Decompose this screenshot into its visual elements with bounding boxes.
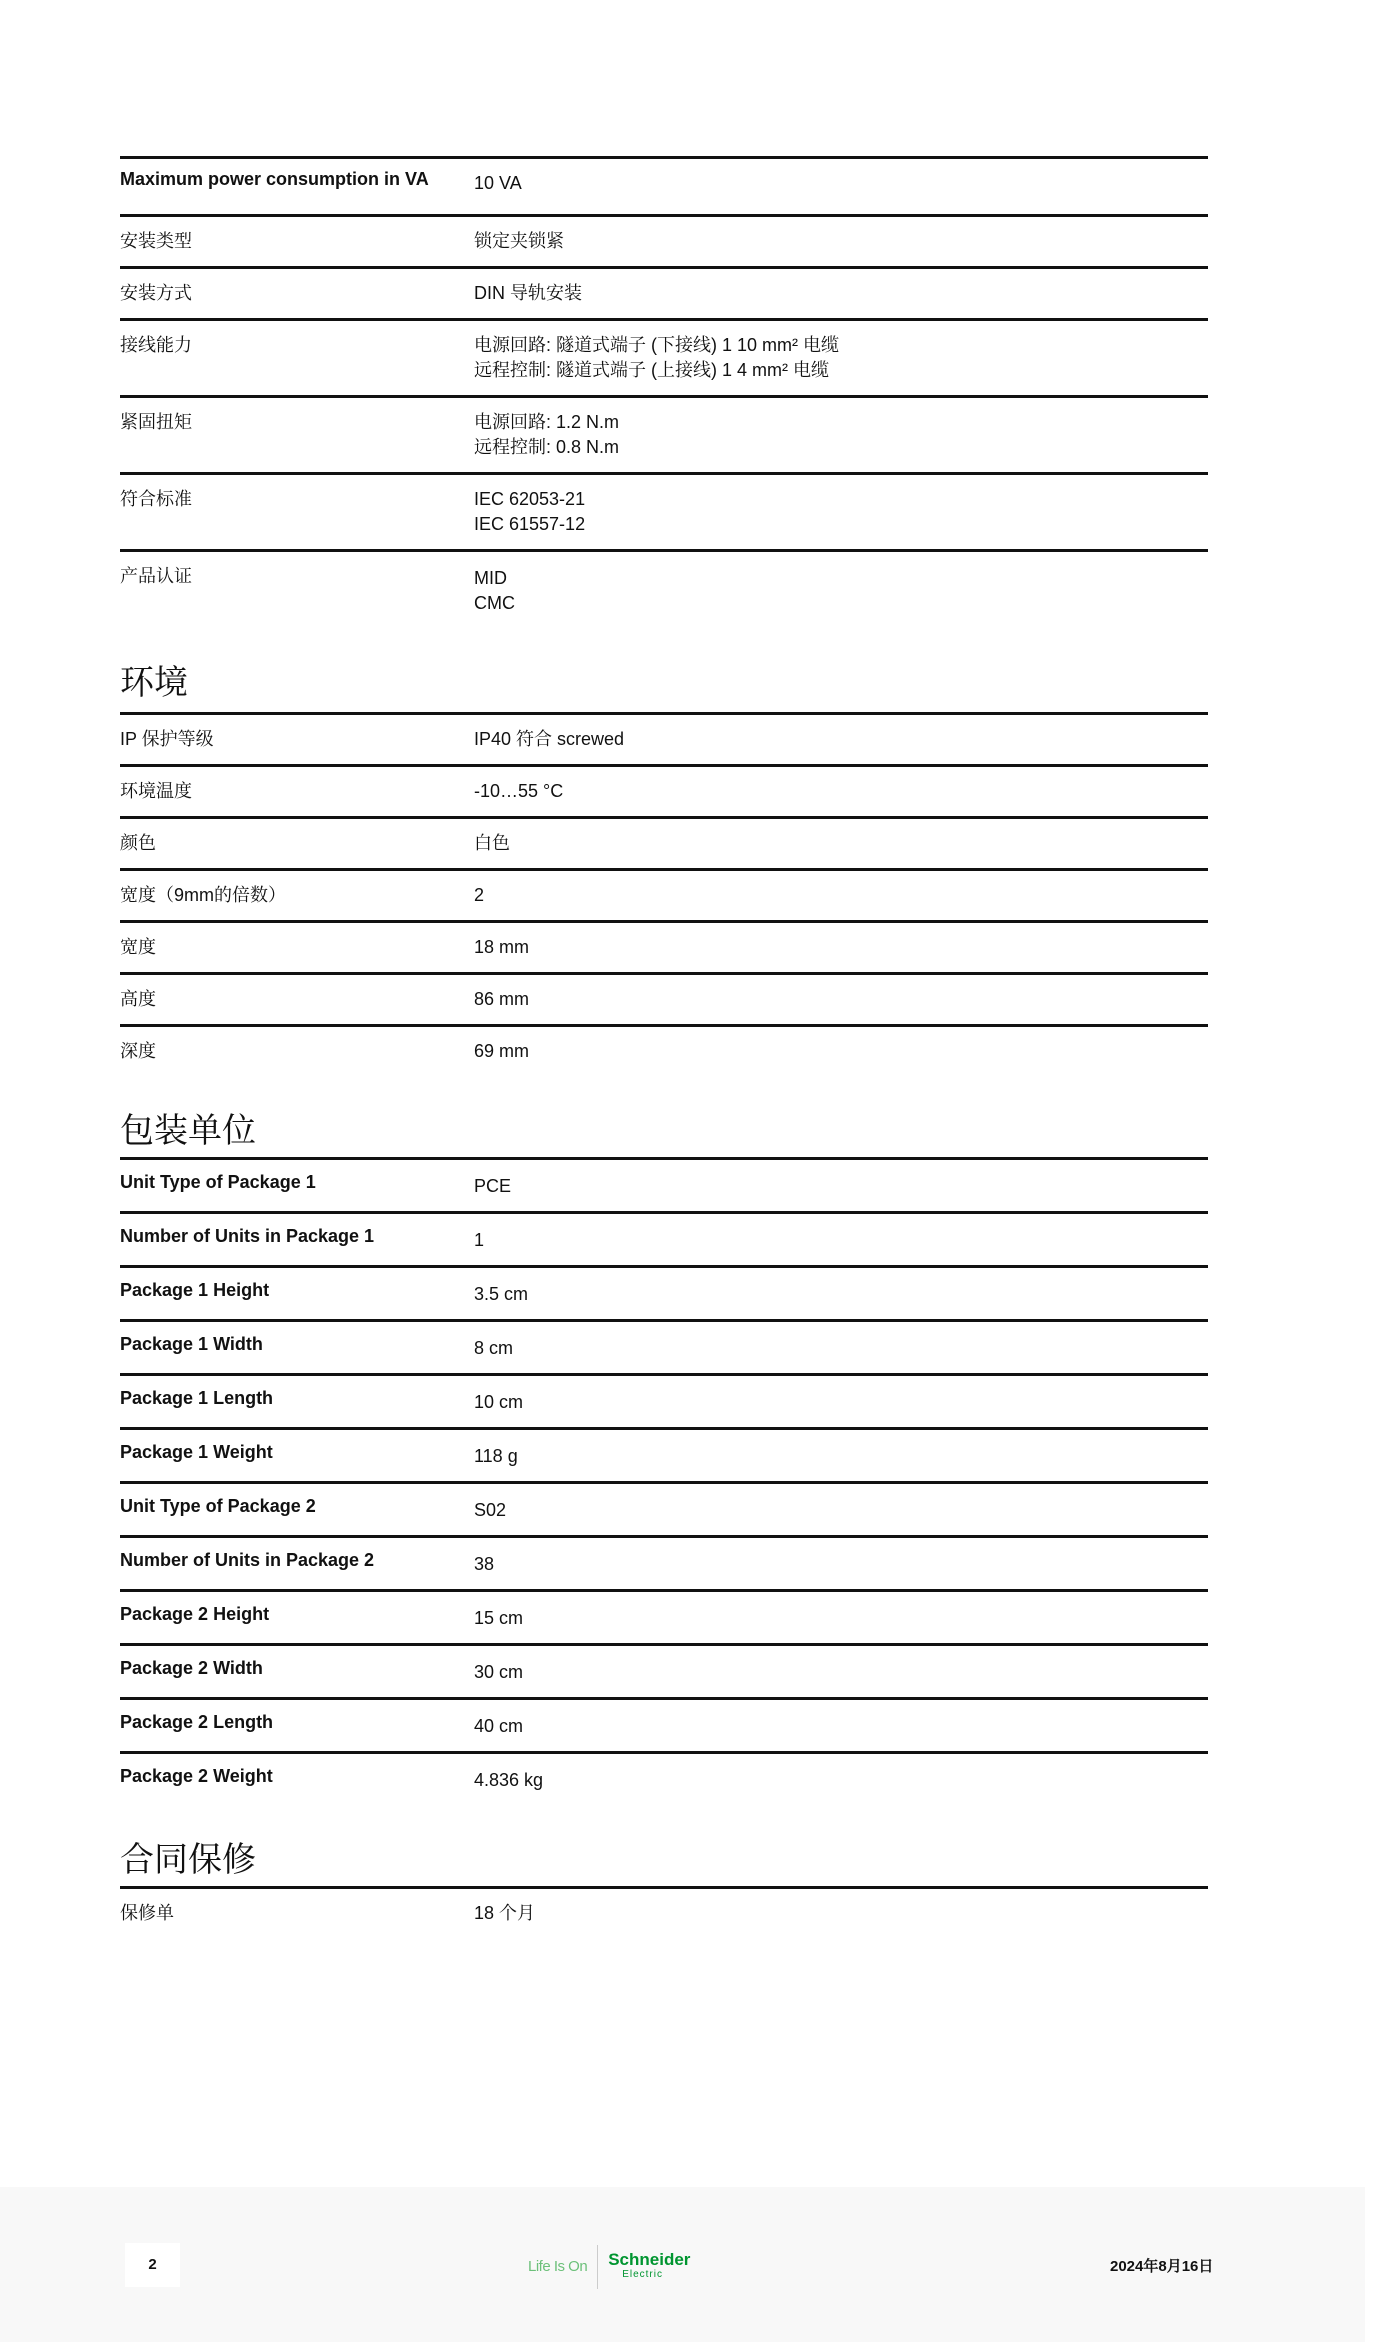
spec-label: Unit Type of Package 1 <box>120 1159 474 1213</box>
table-row <box>120 474 1208 551</box>
spec-value <box>474 216 1208 268</box>
spec-value: 3.5 cm <box>474 1267 1208 1321</box>
spec-value: 15 cm <box>474 1591 1208 1645</box>
table-row <box>120 1645 1208 1699</box>
table-row <box>120 714 1208 766</box>
table-row <box>120 1429 1208 1483</box>
spec-value <box>474 320 1208 397</box>
spec-label: Package 1 Length <box>120 1375 474 1429</box>
spec-label: 高度 <box>120 974 474 1026</box>
table-row <box>120 1267 1208 1321</box>
spec-value-line: 电源回路: 隧道式端子 (下接线) 1 10 mm² 电缆 <box>474 335 840 355</box>
packaging-table <box>120 1157 1208 1805</box>
spec-value: 118 g <box>474 1429 1208 1483</box>
table-row <box>120 818 1208 870</box>
spec-value-line: IEC 61557-12 <box>474 514 586 534</box>
spec-label: 深度 <box>120 1026 474 1077</box>
table-row <box>120 551 1208 629</box>
spec-label: Package 2 Weight <box>120 1753 474 1806</box>
spec-value: -10…55 °C <box>474 766 1208 818</box>
spec-value-line: 锁定夹锁紧 <box>474 231 564 251</box>
spec-value <box>474 268 1208 320</box>
spec-value <box>474 551 1208 629</box>
spec-value-line: MID <box>474 568 507 588</box>
spec-value: 18 mm <box>474 922 1208 974</box>
spec-value-line: 10 VA <box>474 173 522 193</box>
brand-text: Schneider <box>608 2250 691 2269</box>
spec-label: Unit Type of Package 2 <box>120 1483 474 1537</box>
spec-label: Number of Units in Package 1 <box>120 1213 474 1267</box>
spec-value: 白色 <box>474 818 1208 870</box>
page-number: 2 <box>125 2243 180 2287</box>
spec-value: 86 mm <box>474 974 1208 1026</box>
spec-label: 安装方式 <box>120 268 474 320</box>
spec-value: S02 <box>474 1483 1208 1537</box>
spec-label: Package 1 Weight <box>120 1429 474 1483</box>
spec-label: Package 2 Width <box>120 1645 474 1699</box>
spec-value-line: DIN 导轨安装 <box>474 283 582 303</box>
spec-value: IP40 符合 screwed <box>474 714 1208 766</box>
table-row <box>120 1026 1208 1077</box>
spec-value: 38 <box>474 1537 1208 1591</box>
tagline: Life Is On <box>528 2245 598 2289</box>
spec-label: 宽度 <box>120 922 474 974</box>
spec-value-line: 电源回路: 1.2 N.m <box>474 412 620 432</box>
table-row <box>120 870 1208 922</box>
spec-document <box>120 156 1208 1938</box>
spec-value <box>474 158 1208 216</box>
schneider-logo <box>528 2243 690 2291</box>
spec-label: 符合标准 <box>120 474 474 551</box>
brand-name <box>598 2252 690 2282</box>
table-row <box>120 268 1208 320</box>
spec-label: 产品认证 <box>120 551 474 629</box>
table-row <box>120 397 1208 474</box>
table-row <box>120 216 1208 268</box>
spec-label: 接线能力 <box>120 320 474 397</box>
table-row <box>120 1591 1208 1645</box>
page-footer <box>0 2187 1365 2342</box>
section-heading-warranty: 合同保修 <box>120 1841 256 1879</box>
table-row <box>120 922 1208 974</box>
spec-label: 颜色 <box>120 818 474 870</box>
spec-value: 30 cm <box>474 1645 1208 1699</box>
spec-value-line: 远程控制: 隧道式端子 (上接线) 1 4 mm² 电缆 <box>474 360 829 380</box>
section-heading-environment: 环境 <box>120 664 188 702</box>
table-row <box>120 766 1208 818</box>
spec-label: 环境温度 <box>120 766 474 818</box>
spec-value: 69 mm <box>474 1026 1208 1077</box>
table-row <box>120 1699 1208 1753</box>
spec-value: 1 <box>474 1213 1208 1267</box>
spec-label: 保修单 <box>120 1888 474 1939</box>
spec-value <box>474 474 1208 551</box>
spec-value: 2 <box>474 870 1208 922</box>
table-row <box>120 1888 1208 1939</box>
spec-label: 紧固扭矩 <box>120 397 474 474</box>
table-row <box>120 1159 1208 1213</box>
table-row <box>120 1375 1208 1429</box>
spec-value: PCE <box>474 1159 1208 1213</box>
spec-label: Maximum power consumption in VA <box>120 158 474 216</box>
spec-value: 40 cm <box>474 1699 1208 1753</box>
table-row <box>120 1321 1208 1375</box>
spec-value: 10 cm <box>474 1375 1208 1429</box>
spec-label: Package 2 Height <box>120 1591 474 1645</box>
table-row <box>120 1213 1208 1267</box>
table-row <box>120 158 1208 216</box>
spec-value-line: CMC <box>474 593 515 613</box>
spec-label: Package 1 Height <box>120 1267 474 1321</box>
spec-value <box>474 397 1208 474</box>
document-date: 2024年8月16日 <box>1110 2258 1214 2275</box>
brand-sub-text: Electric <box>622 2269 663 2280</box>
spec-label: Package 1 Width <box>120 1321 474 1375</box>
table-row <box>120 1753 1208 1806</box>
table-row <box>120 1537 1208 1591</box>
general-spec-table <box>120 156 1208 628</box>
table-row <box>120 974 1208 1026</box>
table-row <box>120 320 1208 397</box>
spec-value-line: IEC 62053-21 <box>474 489 586 509</box>
warranty-table <box>120 1886 1208 1938</box>
spec-label: Package 2 Length <box>120 1699 474 1753</box>
spec-value: 18 个月 <box>474 1888 1208 1939</box>
environment-table <box>120 712 1208 1076</box>
spec-value-line: 远程控制: 0.8 N.m <box>474 437 620 457</box>
spec-value: 8 cm <box>474 1321 1208 1375</box>
spec-label: Number of Units in Package 2 <box>120 1537 474 1591</box>
section-heading-packaging: 包装单位 <box>120 1112 256 1150</box>
spec-label: 宽度（9mm的倍数） <box>120 870 474 922</box>
table-row <box>120 1483 1208 1537</box>
spec-label: 安装类型 <box>120 216 474 268</box>
spec-value: 4.836 kg <box>474 1753 1208 1806</box>
spec-label: IP 保护等级 <box>120 714 474 766</box>
